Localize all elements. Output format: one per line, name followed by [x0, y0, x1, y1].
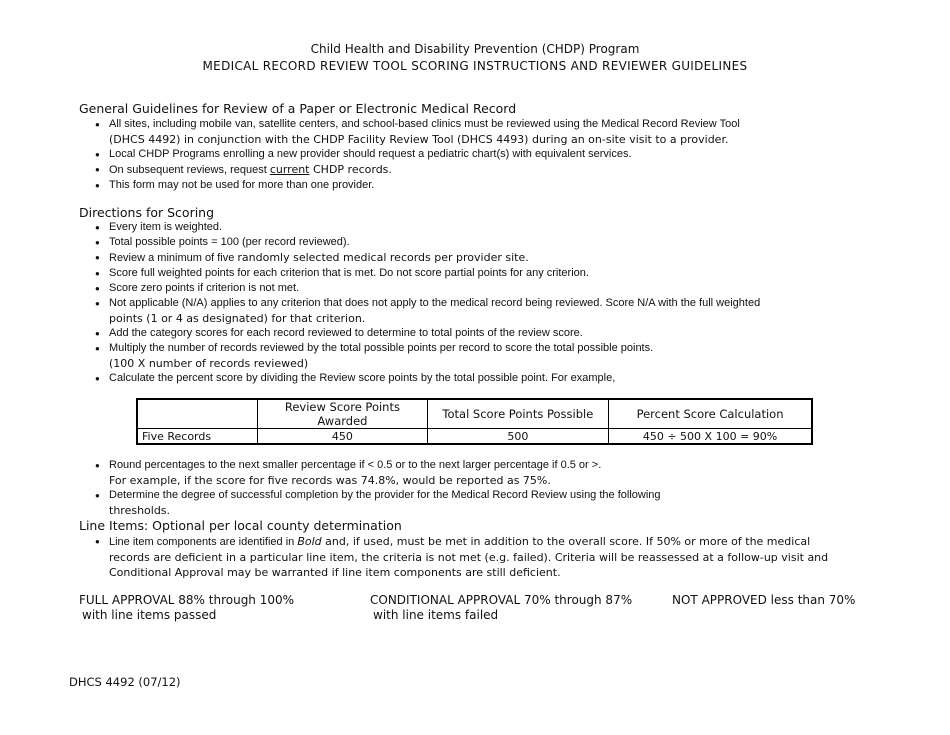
list-item: ● Score full weighted points for each criterion that is met. Do not score partial points for any criterion. [95, 266, 830, 281]
list-item: ● Review a minimum of five randomly selected medical records per provider site. [95, 250, 830, 266]
directions-heading: Directions for Scoring [79, 205, 215, 220]
full-approval: FULL APPROVAL 88% through 100% with line items passed [79, 593, 295, 622]
list-item: ● Calculate the percent score by dividing the Review score points by the total possible point. For example, [95, 371, 830, 386]
table-header-cell: Review Score Points Awarded [258, 399, 427, 429]
program-title: Child Health and Disability Prevention (CHDP) Program [310, 42, 640, 56]
list-item: ● Total possible points = 100 (per record reviewed). [95, 235, 830, 250]
directions-list [95, 220, 830, 386]
general-guidelines-heading: General Guidelines for Review of a Paper or Electronic Medical Record [79, 101, 517, 116]
document-title: MEDICAL RECORD REVIEW TOOL SCORING INSTRUCTIONS AND REVIEWER GUIDELINES [202, 59, 748, 73]
table-header-cell: Percent Score Calculation [609, 399, 812, 429]
table-header-row [137, 399, 812, 429]
list-item: ● All sites, including mobile van, satellite centers, and school-based clinics must be reviewed using the Medical Record Review Tool (DHCS 4492) in conjunction with the CHDP Facility Review Tool (DHCS 4493) during an on-site visit to a provider. [95, 117, 830, 147]
list-item: ● Score zero points if criterion is not met. [95, 281, 830, 296]
not-approved: NOT APPROVED less than 70% [672, 593, 856, 607]
conditional-approval: CONDITIONAL APPROVAL 70% through 87% with line items failed [370, 593, 633, 622]
list-item: ● Multiply the number of records reviewed by the total possible points per record to score the total possible points. (100 X number of records reviewed) [95, 341, 830, 371]
table-header-cell [137, 399, 258, 429]
form-id: DHCS 4492 (07/12) [69, 675, 181, 689]
list-item: ● Local CHDP Programs enrolling a new provider should request a pediatric chart(s) with equivalent services. [95, 147, 830, 162]
table-row [137, 429, 812, 445]
list-item: ● On subsequent reviews, request current CHDP records. [95, 162, 830, 178]
rounding-list [95, 458, 830, 518]
list-item: ● Every item is weighted. [95, 220, 830, 235]
list-item: ● Line item components are identified in Bold and, if used, must be met in addition to the overall score. If 50% or more of the medical records are deficient in a particular line item, the criteria is not met (e.g. failed). Criteria will be reassessed at a follow-up visit and Conditional Approval may be warranted if line item components are still deficient. [95, 534, 830, 580]
table-cell: 450 [258, 429, 427, 445]
line-items-heading: Line Items: Optional per local county determination [79, 518, 402, 533]
line-items-list [95, 534, 830, 580]
list-item: ● Not applicable (N/A) applies to any criterion that does not apply to the medical record being reviewed. Score N/A with the full weighted points (1 or 4 as designated) for that criterion. [95, 296, 830, 326]
bold-word: Bold [297, 535, 322, 548]
list-item: ● Round percentages to the next smaller percentage if < 0.5 or to the next larger percentage if 0.5 or >. For example, if the score for five records was 74.8%, would be reported as 75%. [95, 458, 830, 488]
list-item: ● Add the category scores for each record reviewed to determine to total points of the review score. [95, 326, 830, 341]
list-item: ● This form may not be used for more than one provider. [95, 178, 830, 193]
table-cell: 500 [427, 429, 608, 445]
general-guidelines-list [95, 117, 830, 193]
score-example-table [136, 398, 813, 445]
table-header-cell: Total Score Points Possible [427, 399, 608, 429]
table-cell: 450 ÷ 500 X 100 = 90% [609, 429, 812, 445]
underlined-current: current [269, 163, 310, 176]
list-item: ● Determine the degree of successful completion by the provider for the Medical Record Review using the following thresholds. [95, 488, 830, 518]
table-cell: Five Records [137, 429, 258, 445]
